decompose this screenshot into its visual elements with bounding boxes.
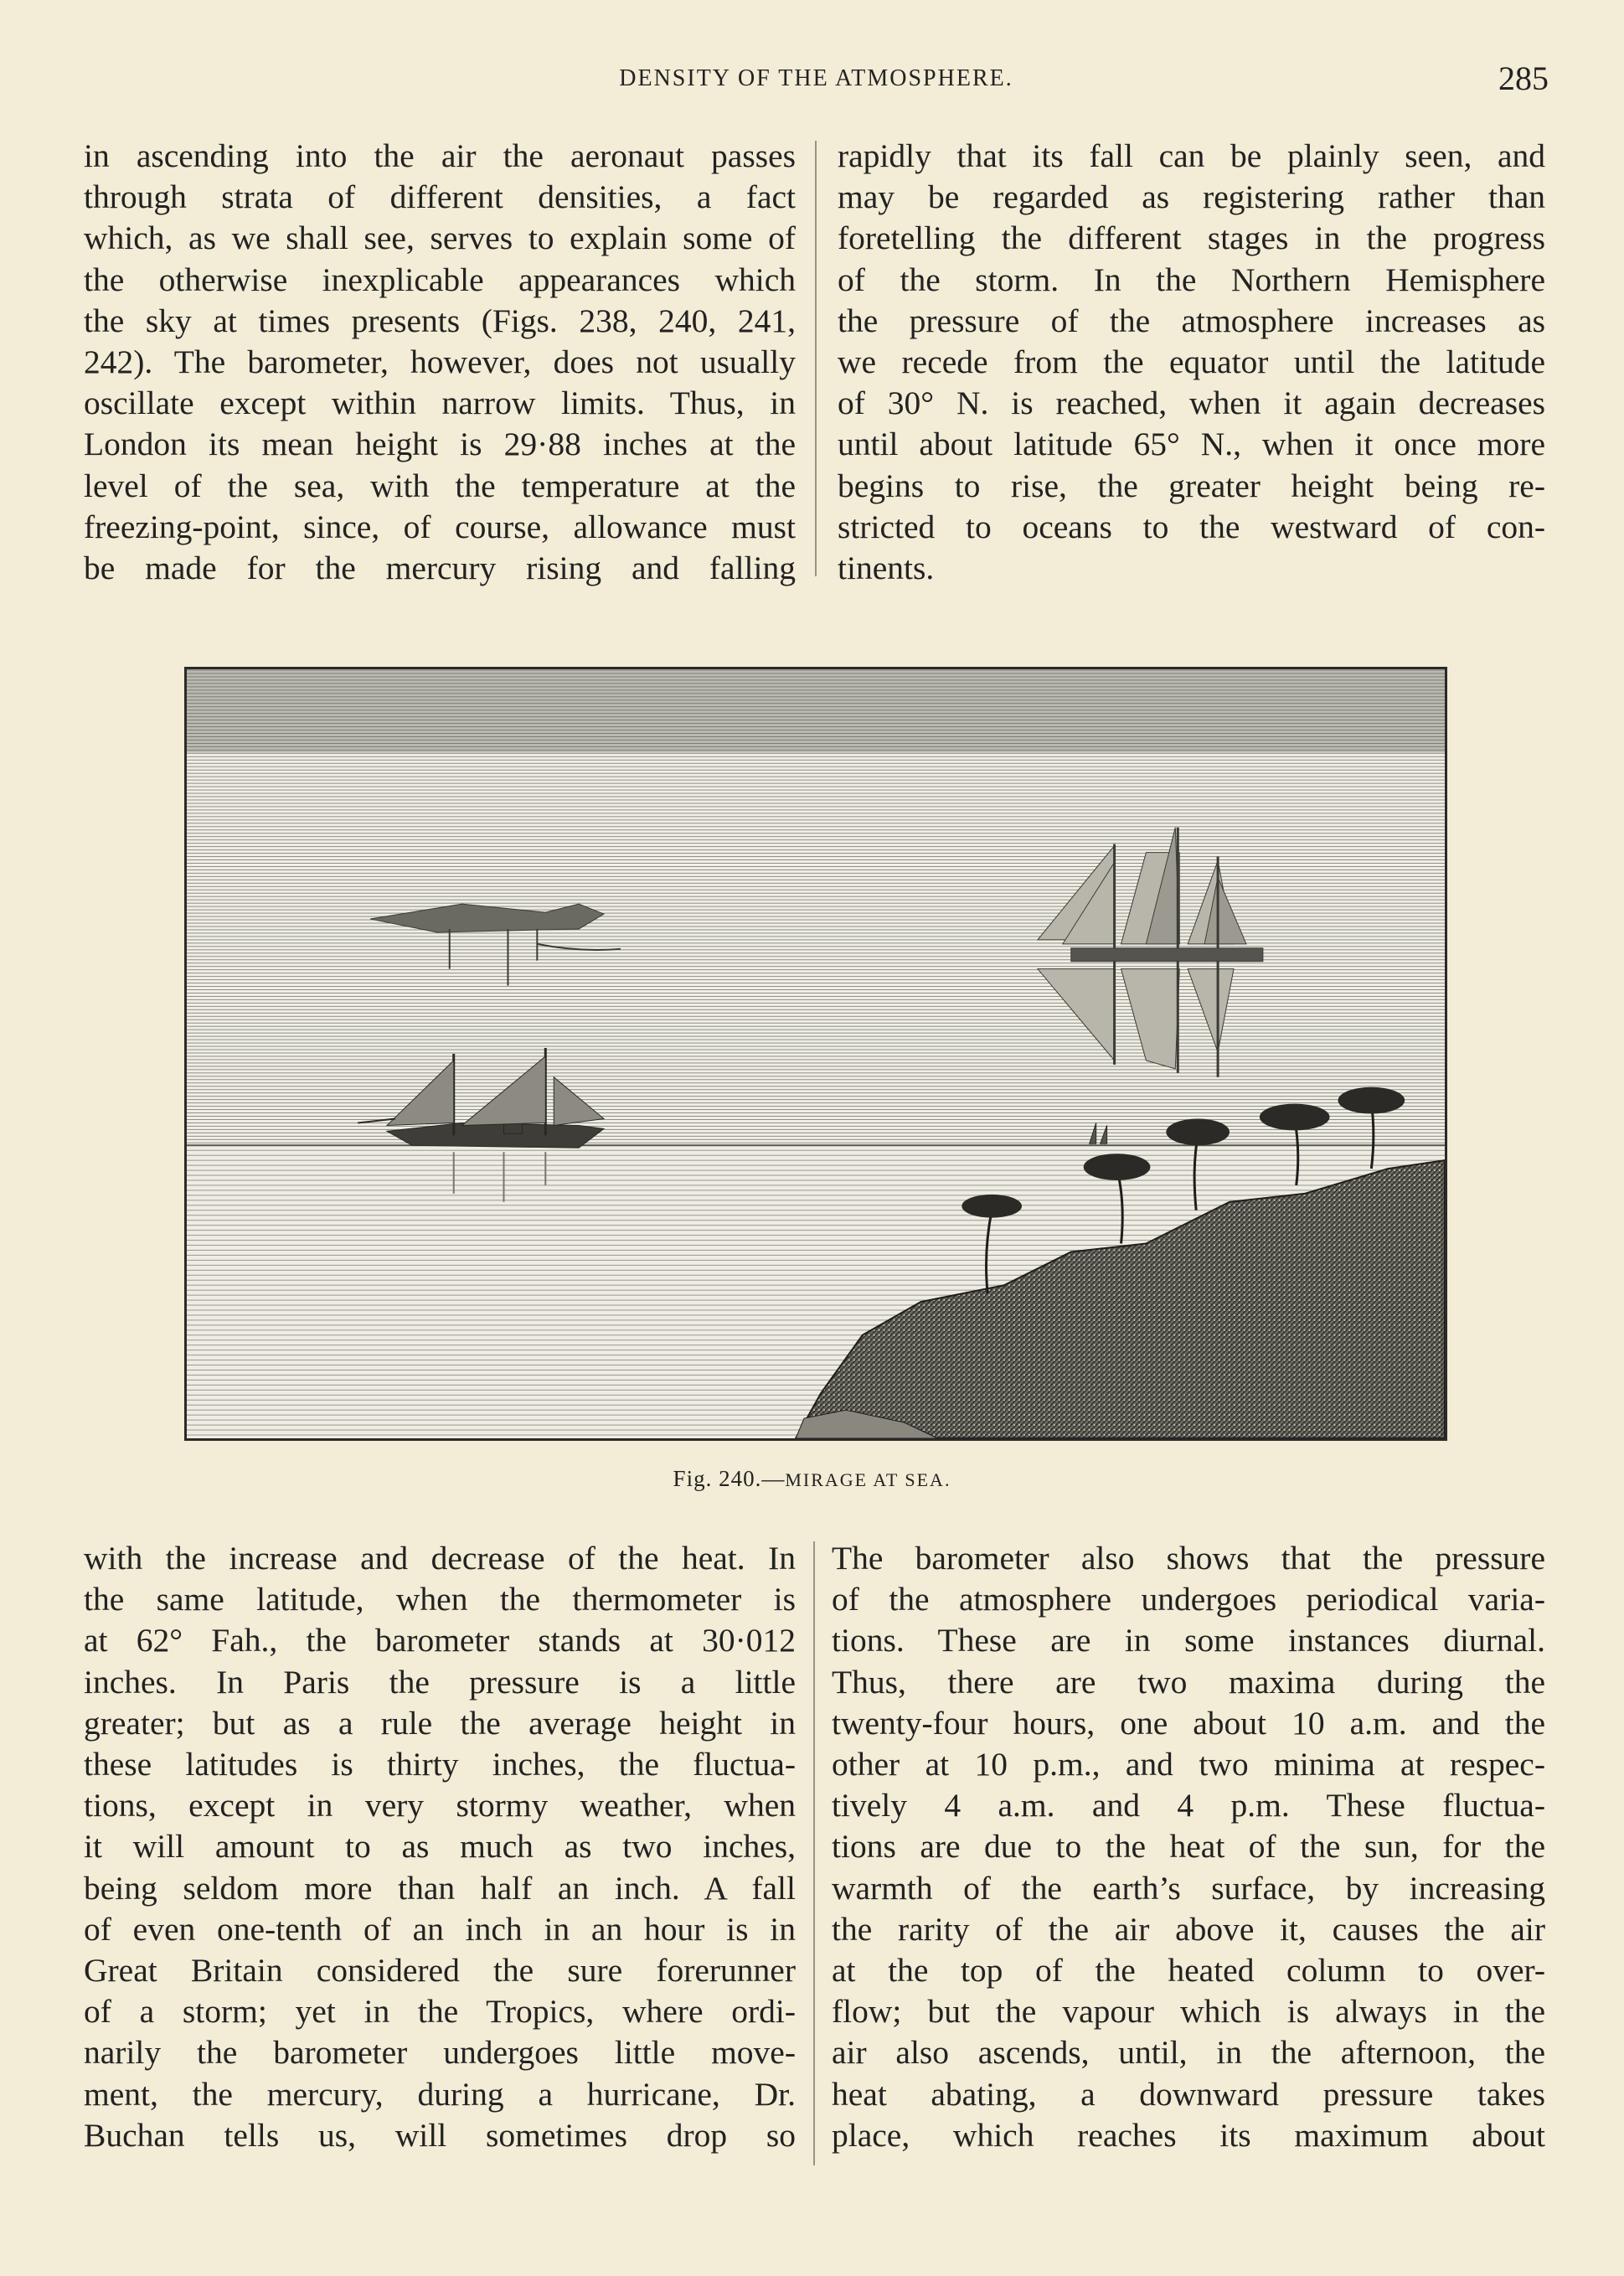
text-line: at the top of the heated column to over- <box>832 1952 1545 1990</box>
text-line: of a storm; yet in the Tropics, where ordi- <box>84 1993 796 2031</box>
text-line: flow; but the vapour which is always in the <box>832 1993 1545 2031</box>
text-line: which, as we shall see, serves to explain some of <box>84 219 796 257</box>
text-line: tinents. <box>838 550 935 587</box>
text-line: rapidly that its fall can be plainly seen, and <box>838 137 1545 174</box>
text-line: freezing-point, since, of course, allowance must <box>84 508 796 545</box>
column-bottom-right <box>832 1538 1545 2156</box>
text-line: of 30° N. is reached, when it again decreases <box>838 384 1545 422</box>
text-line: the otherwise inexplicable appearances which <box>84 261 796 298</box>
text-line: narily the barometer undergoes little move- <box>84 2034 796 2072</box>
text-line: of the atmosphere undergoes periodical varia- <box>832 1581 1545 1618</box>
column-top-left <box>84 136 796 589</box>
text-line: Thus, there are two maxima during the <box>832 1663 1545 1701</box>
text-line: ment, the mercury, during a hurricane, Dr. <box>84 2075 796 2113</box>
figure-caption <box>0 1466 1624 1492</box>
text-line: 242). The barometer, however, does not usually <box>84 343 796 381</box>
figure-caption-title: MIRAGE AT SEA. <box>785 1469 951 1490</box>
text-line: London its mean height is 29·88 inches at the <box>84 426 796 463</box>
text-line: The barometer also shows that the pressure <box>832 1540 1545 1577</box>
text-line: place, which reaches its maximum about <box>832 2116 1545 2154</box>
text-line: the sky at times presents (Figs. 238, 240, 241, <box>84 302 796 339</box>
text-line: these latitudes is thirty inches, the fluctua- <box>84 1746 796 1783</box>
running-head <box>84 59 1549 101</box>
text-line: begins to rise, the greater height being re- <box>838 467 1545 504</box>
text-line: the same latitude, when the thermometer is <box>84 1581 796 1618</box>
text-line: tions. These are in some instances diurnal. <box>832 1622 1545 1659</box>
text-line: may be regarded as registering rather than <box>838 178 1545 216</box>
text-line: twenty-four hours, one about 10 a.m. and the <box>832 1704 1545 1742</box>
text-line: level of the sea, with the temperature at the <box>84 467 796 504</box>
text-line: of even one-tenth of an inch in an hour is in <box>84 1910 796 1948</box>
text-line: air also ascends, until, in the afternoon, the <box>832 2034 1545 2072</box>
text-line: the rarity of the air above it, causes the air <box>832 1910 1545 1948</box>
column-rule-top <box>815 141 817 576</box>
text-line: we recede from the equator until the latitude <box>838 343 1545 381</box>
text-line: oscillate except within narrow limits. Thus, in <box>84 384 796 422</box>
text-line: until about latitude 65° N., when it once more <box>838 426 1545 463</box>
column-bottom-left <box>84 1538 796 2156</box>
text-line: through strata of different densities, a fact <box>84 178 796 216</box>
text-line: heat abating, a downward pressure takes <box>832 2075 1545 2113</box>
text-line: other at 10 p.m., and two minima at respec- <box>832 1746 1545 1783</box>
text-line: be made for the mercury rising and falling <box>84 550 796 587</box>
figure-mirage-at-sea <box>184 667 1447 1441</box>
column-rule-bottom <box>813 1541 815 2165</box>
text-line: tively 4 a.m. and 4 p.m. These fluctua- <box>832 1787 1545 1824</box>
text-line: warmth of the earth’s surface, by increasing <box>832 1869 1545 1907</box>
engraving-illustration <box>187 669 1445 1438</box>
text-line: the pressure of the atmosphere increases as <box>838 302 1545 339</box>
text-line: in ascending into the air the aeronaut passes <box>84 137 796 174</box>
column-top-right <box>838 136 1545 589</box>
running-title: DENSITY OF THE ATMOSPHERE. <box>619 65 1013 91</box>
text-line: inches. In Paris the pressure is a little <box>84 1663 796 1701</box>
text-line: foretelling the different stages in the progress <box>838 219 1545 257</box>
text-line: Buchan tells us, will sometimes drop so <box>84 2116 796 2154</box>
text-line: tions are due to the heat of the sun, for the <box>832 1828 1545 1866</box>
figure-caption-prefix: Fig. 240.— <box>673 1466 786 1491</box>
page-number: 285 <box>1498 59 1549 97</box>
text-line: tions, except in very stormy weather, when <box>84 1787 796 1824</box>
text-line: Great Britain considered the sure forerunner <box>84 1952 796 1990</box>
text-line: with the increase and decrease of the heat. In <box>84 1540 796 1577</box>
text-line: being seldom more than half an inch. A fall <box>84 1869 796 1907</box>
text-line: at 62° Fah., the barometer stands at 30·012 <box>84 1622 796 1659</box>
text-line: it will amount to as much as two inches, <box>84 1828 796 1866</box>
text-line: stricted to oceans to the westward of con- <box>838 508 1545 545</box>
text-line: of the storm. In the Northern Hemisphere <box>838 261 1545 298</box>
text-line: greater; but as a rule the average height in <box>84 1704 796 1742</box>
